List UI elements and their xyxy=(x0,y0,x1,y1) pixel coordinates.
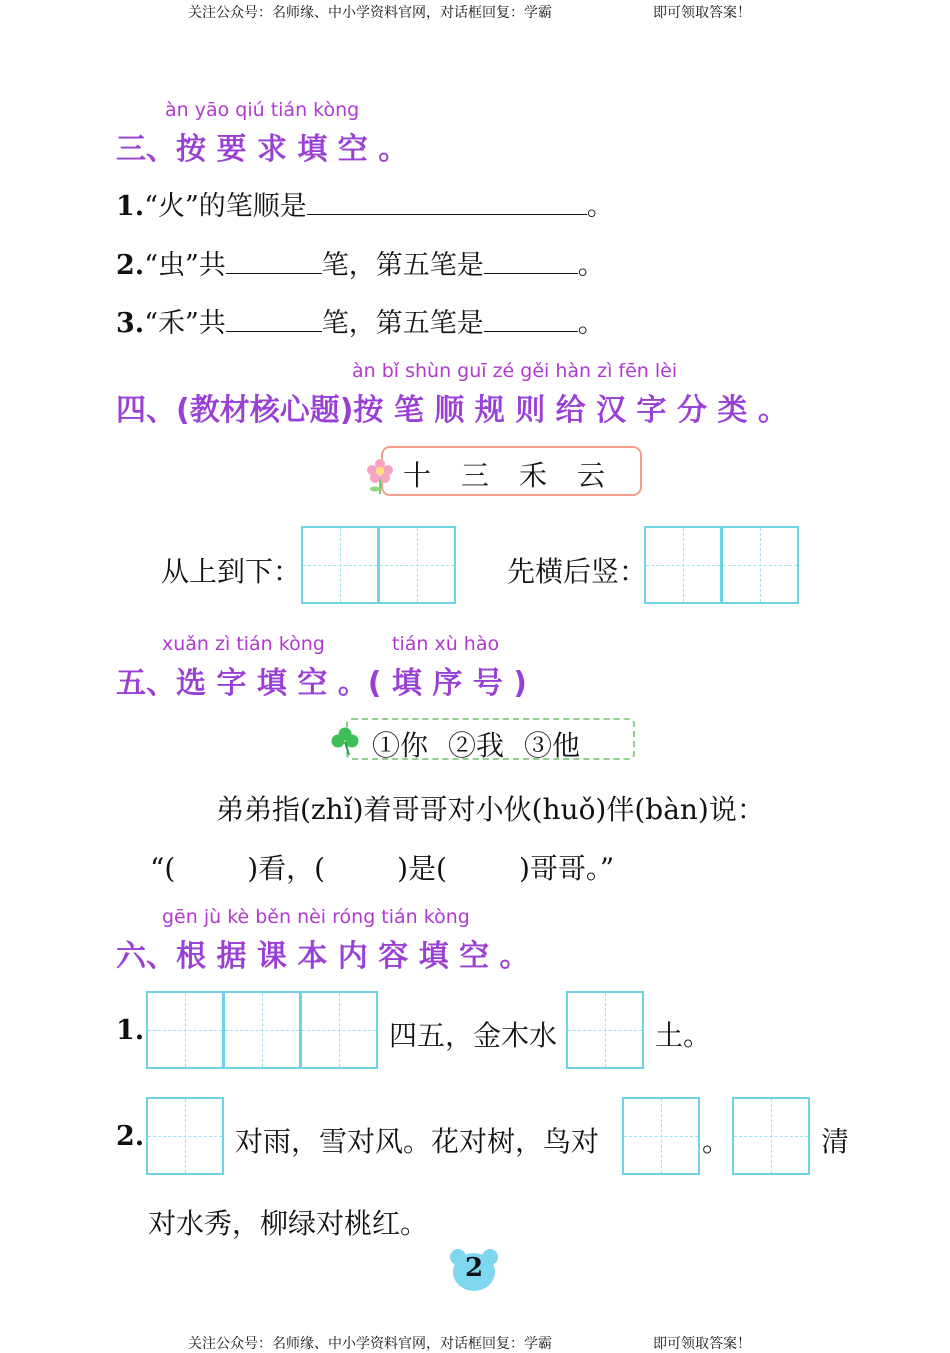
s6-q2-number: 2. xyxy=(116,1121,145,1152)
answer-blank[interactable] xyxy=(307,188,587,215)
tian-grid-cell[interactable] xyxy=(223,991,301,1069)
top-notice-left: 关注公众号：名师缘、中小学资料官网，对话框回复：学霸 xyxy=(188,5,552,21)
q-number: 1. xyxy=(116,191,145,222)
s6-q2-line2: 对水秀，柳绿对桃红。 xyxy=(148,1207,429,1240)
top-notice-right: 即可领取答案！ xyxy=(653,5,751,21)
answer-blank[interactable] xyxy=(484,247,578,274)
tian-grid-cell[interactable] xyxy=(301,526,379,604)
q-end: 。 xyxy=(586,191,614,222)
s5-pinyin-2: tián xù hào xyxy=(392,633,500,655)
s5-title: 五、选 字 填 空 。( 填 序 号 ) xyxy=(116,666,527,701)
s4-title xyxy=(116,385,788,429)
q-text: “虫”共 xyxy=(144,250,226,281)
s6-q2-text: 对雨，雪对风。花对树，鸟对 xyxy=(235,1125,600,1158)
option-item: ③他 xyxy=(524,729,581,762)
s6-q1-text: 四五，金木水 xyxy=(389,1019,558,1052)
clover-icon xyxy=(329,725,361,757)
sentence-part: )是( xyxy=(397,852,447,885)
s6-q1-end: 土。 xyxy=(655,1019,712,1052)
tian-grid-cell[interactable] xyxy=(300,991,378,1069)
paren-open: “( xyxy=(150,852,176,885)
s3-title: 三、按 要 求 填 空 。 xyxy=(116,132,409,167)
q-end: 。 xyxy=(577,308,605,339)
q-number: 3. xyxy=(116,308,145,339)
s6-pinyin: gēn jù kè běn nèi róng tián kòng xyxy=(162,906,470,928)
tian-grid-cell[interactable] xyxy=(721,526,799,604)
q-text: 笔，第五笔是 xyxy=(321,308,484,339)
answer-blank[interactable] xyxy=(226,247,322,274)
char-item: 云 xyxy=(577,459,606,492)
s6-q2-period: 。 xyxy=(702,1125,731,1158)
s3-pinyin: àn yāo qiú tián kòng xyxy=(165,99,360,121)
q-end: 。 xyxy=(577,250,605,281)
q-number: 2. xyxy=(116,250,145,281)
s3-q1 xyxy=(116,184,614,223)
tian-grid-cell[interactable] xyxy=(732,1097,810,1175)
char-list xyxy=(403,454,605,494)
answer-blank[interactable] xyxy=(226,305,322,332)
bottom-notice-left: 关注公众号：名师缘、中小学资料官网，对话框回复：学霸 xyxy=(188,1336,552,1352)
s6-q2-tail: 清 xyxy=(821,1125,850,1158)
q-text: 笔，第五笔是 xyxy=(321,250,484,281)
tian-grid-cell[interactable] xyxy=(378,526,456,604)
s4-title-main: 按 笔 顺 规 则 给 汉 字 分 类 。 xyxy=(353,393,788,428)
tian-grid-cell[interactable] xyxy=(146,1097,224,1175)
s5-sentence-1: 弟弟指(zhǐ)着哥哥对小伙(huǒ)伴(bàn)说： xyxy=(216,793,765,826)
char-item: 十 xyxy=(403,459,432,492)
bottom-notice-right: 即可领取答案！ xyxy=(653,1336,751,1352)
option-list xyxy=(372,724,580,764)
tian-grid-cell[interactable] xyxy=(644,526,722,604)
q-text: “火”的笔顺是 xyxy=(144,191,307,222)
char-item: 禾 xyxy=(519,459,548,492)
flower-icon xyxy=(366,458,394,496)
label-horizontal-then-vertical: 先横后竖： xyxy=(507,555,648,588)
s5-sentence-2 xyxy=(150,847,614,887)
tian-grid-cell[interactable] xyxy=(622,1097,700,1175)
s4-title-tag: 四、(教材核心题) xyxy=(116,393,354,428)
s4-pinyin: àn bǐ shùn guī zé gěi hàn zì fēn lèi xyxy=(352,360,678,382)
q-text: “禾”共 xyxy=(144,308,226,339)
option-item: ①你 xyxy=(372,729,429,762)
answer-blank[interactable] xyxy=(484,305,578,332)
option-item: ②我 xyxy=(448,729,505,762)
s3-q3 xyxy=(116,301,605,340)
char-item: 三 xyxy=(461,459,490,492)
sentence-part: )看，( xyxy=(247,852,326,885)
sentence-part: )哥哥。” xyxy=(518,852,615,885)
s6-title: 六、根 据 课 本 内 容 填 空 。 xyxy=(116,939,530,974)
tian-grid-cell[interactable] xyxy=(146,991,224,1069)
s6-q1-number: 1. xyxy=(116,1015,145,1046)
page-number: 2 xyxy=(464,1253,484,1283)
label-top-to-bottom: 从上到下： xyxy=(161,555,302,588)
s3-q2 xyxy=(116,243,605,282)
tian-grid-cell[interactable] xyxy=(566,991,644,1069)
s5-pinyin-1: xuǎn zì tián kòng xyxy=(162,633,325,655)
